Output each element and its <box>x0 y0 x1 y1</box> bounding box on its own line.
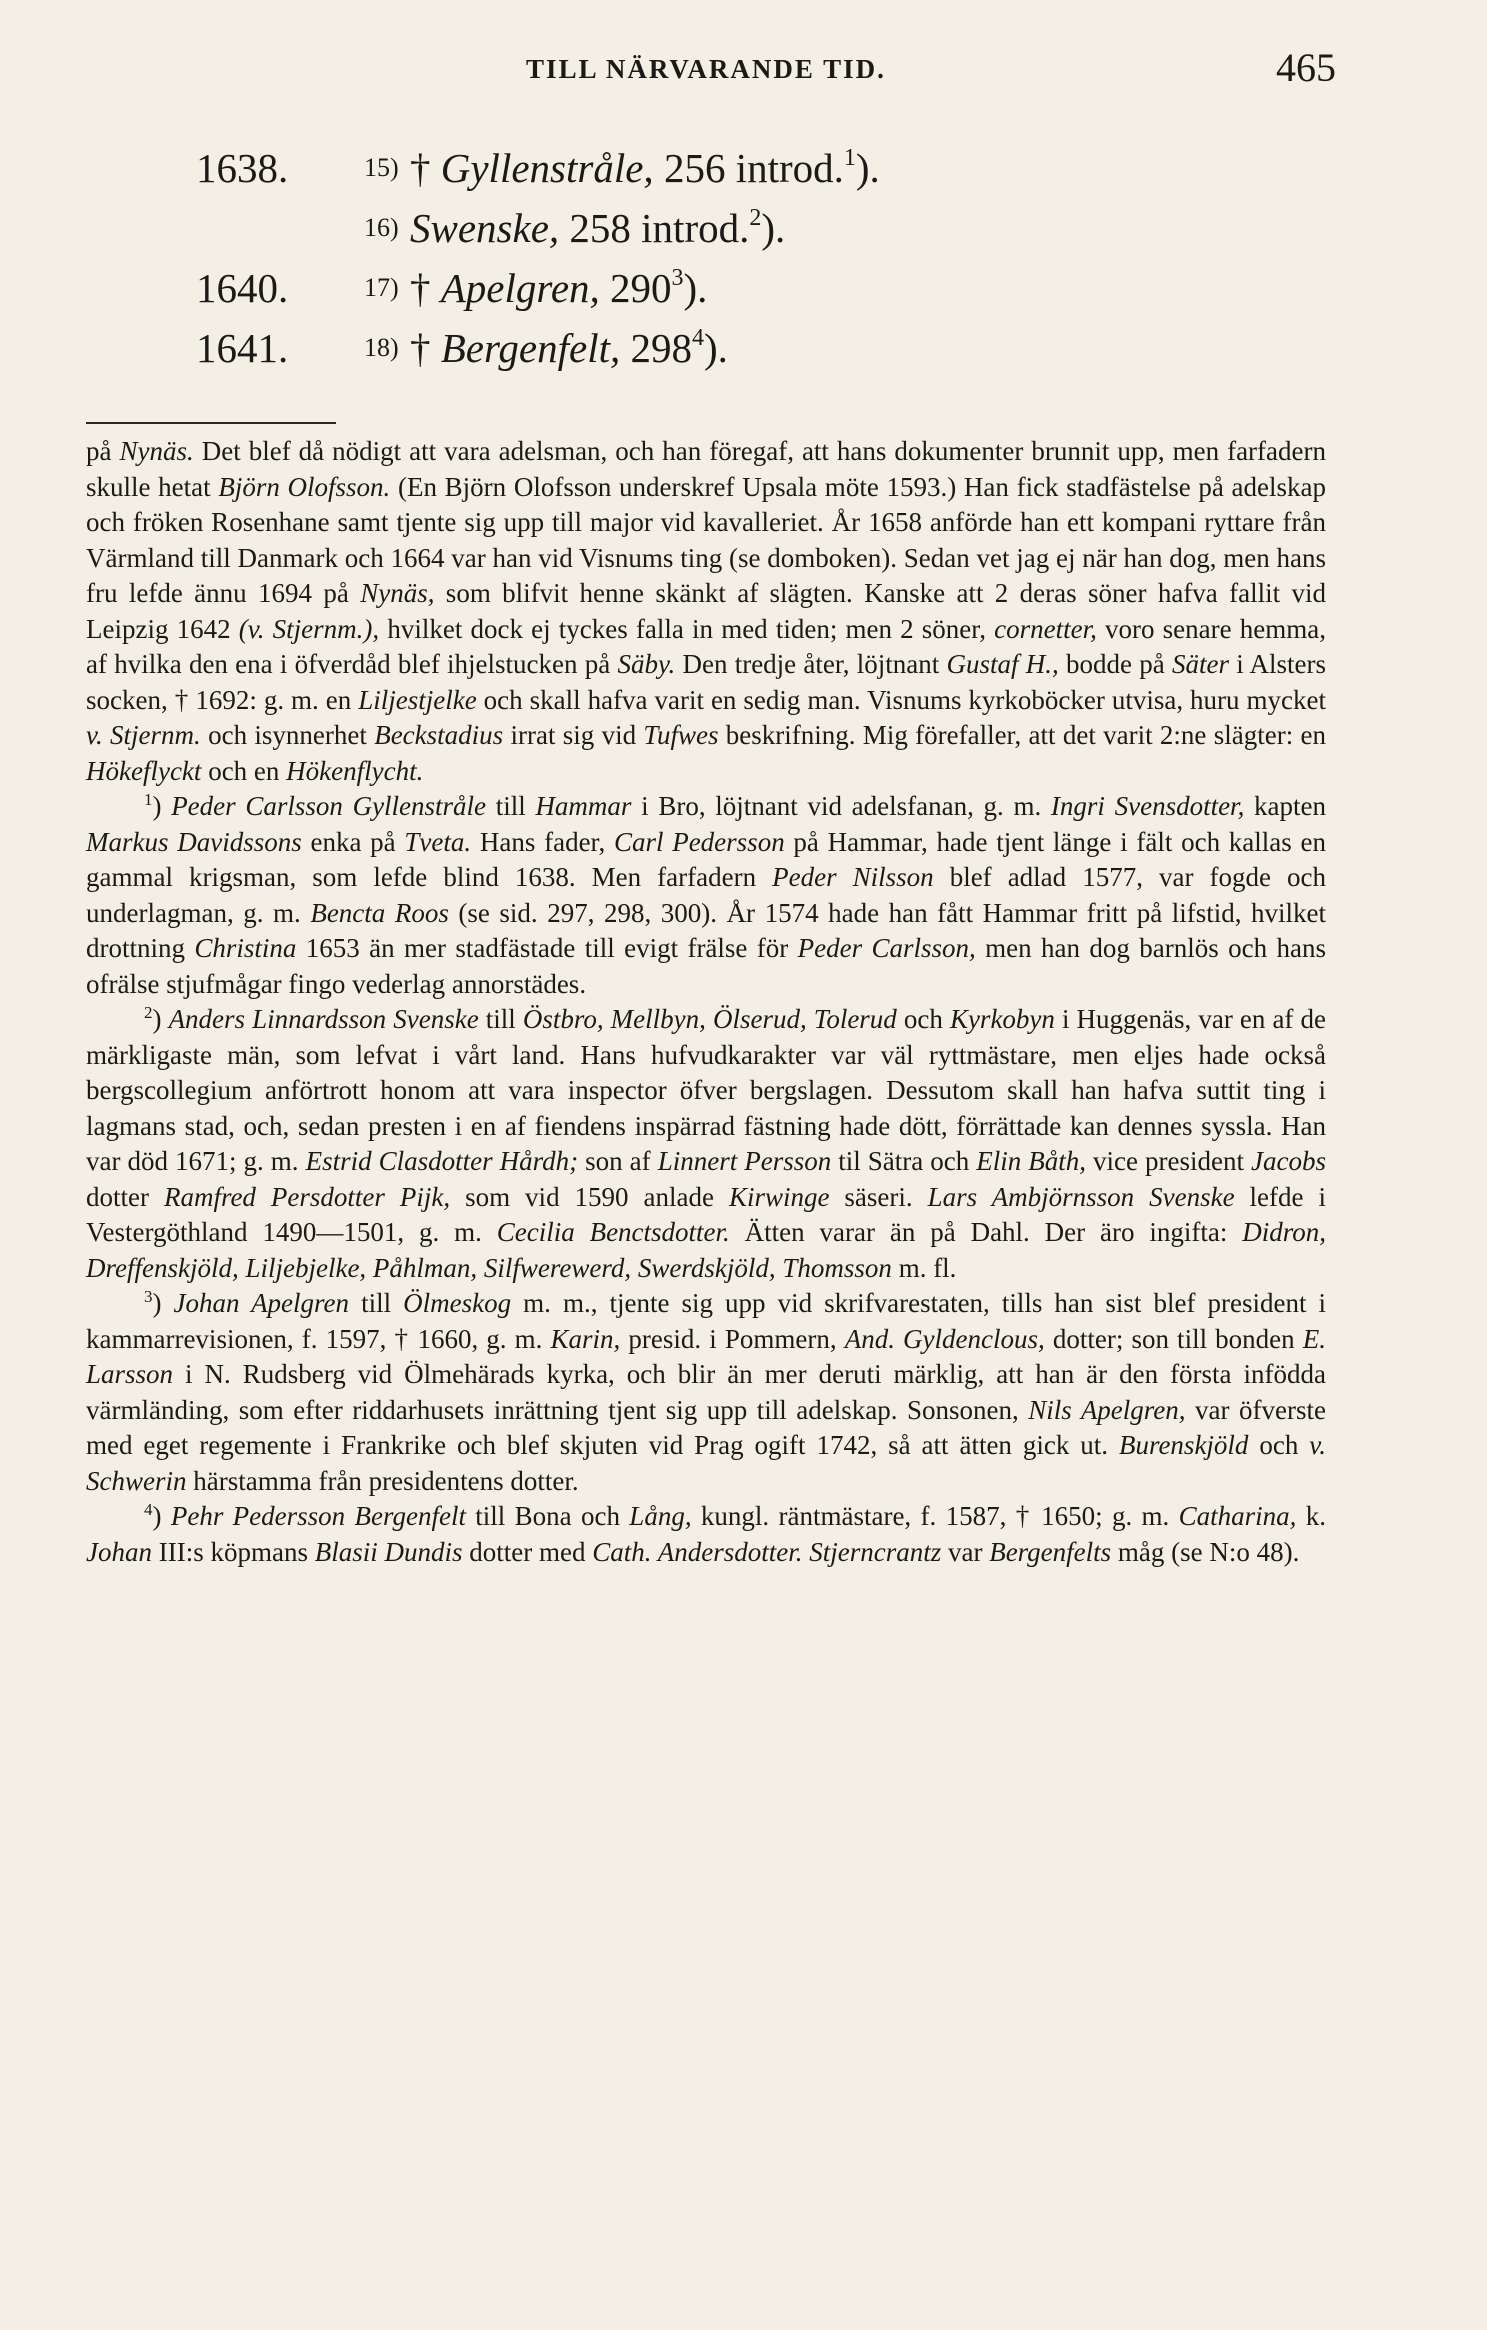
text-run: Hans fader, <box>471 826 614 857</box>
succession-entry <box>196 258 1196 318</box>
italic-name: Elin Båth, <box>976 1146 1087 1176</box>
italic-name: Björn Olofsson. <box>218 471 391 502</box>
italic-name: Peder Nilsson <box>772 862 934 892</box>
italic-name: Säby. <box>617 649 676 679</box>
italic-name: And. Gyldenclous, <box>844 1323 1045 1354</box>
italic-name: E. Larsson <box>86 1323 1327 1389</box>
italic-name: Östbro, Mellbyn, Ölserud, Tolerud <box>522 1004 897 1034</box>
italic-name: Karin, <box>550 1323 621 1354</box>
footnote-ref: 2 <box>749 205 762 231</box>
entry-end: ). <box>683 265 708 311</box>
body-paragraph <box>86 434 1326 789</box>
text-run: (En Björn Olofsson underskref Upsala möte 1593.) Han fick stadfästelse på adelskap och fröken Rosenhane samt tjente sig upp till major vid kavalleriet. År 1658 anförde han ett kompani ryttare från Värmland till Danmark och 1664 var han vid Visnums ting (se domboken). Sedan vet jag ej när han dog, men hans fru lefde ännu 1694 på <box>86 471 1326 608</box>
text-run: dotter <box>86 1181 164 1212</box>
italic-name: Anders Linnardsson Svenske <box>168 1004 479 1034</box>
footnote-ref: 1 <box>843 145 856 171</box>
entry-end: ). <box>704 325 728 371</box>
text-run: ) <box>152 1501 171 1531</box>
entry-end: ). <box>761 205 786 251</box>
introduction-number: 298 <box>630 325 692 371</box>
text-run: lefde i Vestergöthland 1490—1501, g. m. <box>86 1181 1326 1247</box>
text-run: måg (se N:o 48). <box>1111 1536 1300 1567</box>
text-run: och <box>1248 1430 1310 1460</box>
footnote-number: 3 <box>144 1287 153 1306</box>
italic-name: Tufwes <box>643 720 719 750</box>
text-run: och skall hafva varit en sedig man. Visnums kyrkoböcker utvisa, huru mycket <box>476 684 1326 715</box>
text-run: som blifvit henne skänkt af slägten. Kanske att 2 deras söner hafva fallit vid Leipzig 1642 <box>86 578 1326 644</box>
text-run: m. fl. <box>891 1252 957 1283</box>
text-run: dotter med <box>462 1536 593 1567</box>
italic-name: Ramfred Persdotter Pijk, <box>163 1181 451 1212</box>
entry-body <box>410 198 785 258</box>
italic-name: Johan Apelgren <box>173 1288 350 1318</box>
text-run: til Sätra och <box>831 1146 977 1176</box>
succession-list <box>196 138 1196 378</box>
text-run: och <box>896 1004 950 1034</box>
footnote-paragraph <box>86 1286 1326 1499</box>
italic-name: Bergenfelts <box>989 1536 1112 1567</box>
italic-name: Linnert Persson <box>657 1146 832 1176</box>
entry-year: 1638. <box>196 145 289 191</box>
introduction-number: 290 <box>610 265 672 311</box>
italic-name: Lars Ambjörnsson Svenske <box>927 1181 1235 1212</box>
text-run: Det blef då nödigt att vara adelsman, och han föregaf, att hans dokumenter brunnit upp, men farfadern skulle hetat <box>86 436 1326 502</box>
italic-name: (v. Stjernm.), <box>238 613 380 644</box>
text-run: irrat sig vid <box>503 720 644 750</box>
family-name: Swenske, <box>410 205 560 251</box>
text-run: ) <box>152 791 172 821</box>
italic-name: Bencta Roos <box>310 897 449 928</box>
footnote-ref: 3 <box>671 265 684 291</box>
introduction-number: 256 introd. <box>663 145 844 191</box>
footnote-number: 1 <box>144 790 153 809</box>
text-run: hvilket dock ej tyckes falla in med tiden; men 2 söner, <box>379 613 995 644</box>
italic-name: Blasii Dundis <box>314 1536 463 1567</box>
entry-year: 1640. <box>196 265 289 311</box>
family-name: Gyllenstråle, <box>440 145 654 191</box>
text-run: i Alsters socken, † 1692: g. m. en <box>86 649 1326 715</box>
text-run: bodde på <box>1058 649 1172 679</box>
footnote-paragraph <box>86 1002 1326 1286</box>
text-run: i Huggenäs, var en af de märkligaste män, som lefvat i vårt land. Hans hufvudkarakter var väl ryttmästare, men eljes hade också bergscollegium anförtrott honom att vara inspector öfver bergslagen. Dessutom skall han hafva suttit ting i lagmans stad, och, sedan presten i en af fiendens inspärrad fästning hade dött, förrättade kan dennes syssla. Han var död 1671; g. m. <box>86 1004 1326 1176</box>
text-run: kapten <box>1244 791 1326 821</box>
succession-entry <box>196 138 1196 198</box>
footnote-number: 4 <box>144 1500 153 1519</box>
italic-name: Beckstadius <box>374 720 504 750</box>
italic-name: Jacobs <box>1251 1146 1327 1176</box>
text-run: till <box>349 1288 404 1318</box>
family-name: Apelgren, <box>440 265 600 311</box>
text-run: ) <box>152 1288 174 1318</box>
italic-name: Estrid Clasdotter Hårdh; <box>305 1146 579 1176</box>
text-run: beskrifning. Mig förefaller, att det varit 2:ne slägter: en <box>718 720 1327 750</box>
italic-name: cornetter, <box>994 613 1097 644</box>
entry-number: 15) <box>364 153 399 182</box>
italic-name: Nynäs, <box>360 578 435 608</box>
text-run: m. m., tjente sig upp vid skrifvarestaten, tills han sist blef president i kammarrevisionen, f. 1597, † 1660, g. m. <box>86 1288 1326 1354</box>
italic-name: Carl Pedersson <box>613 826 785 857</box>
italic-name: v. Schwerin <box>86 1430 1327 1496</box>
text-run: k. <box>1296 1501 1327 1531</box>
italic-name: v. Stjernm. <box>86 720 201 750</box>
text-run: vice president <box>1086 1146 1252 1176</box>
text-run: presid. i Pommern, <box>620 1323 845 1354</box>
text-run: härstamma från presidentens dotter. <box>186 1465 579 1496</box>
text-run: i Bro, löjtnant vid adelsfanan, g. m. <box>631 791 1051 821</box>
entry-number: 16) <box>364 213 399 242</box>
italic-name: Johan <box>86 1536 152 1567</box>
italic-name: Tveta. <box>404 826 472 857</box>
text-run: på Hammar, hade tjent länge i fält och kallas en gammal krigsman, som lefde blind 1638. Men farfadern <box>86 826 1326 892</box>
entry-number: 18) <box>364 333 399 362</box>
text-run: kungl. räntmästare, f. 1587, † 1650; g. m. <box>691 1501 1179 1531</box>
italic-name: Catharina, <box>1178 1501 1297 1531</box>
italic-name: Cecilia Benctsdotter. <box>496 1217 730 1247</box>
family-name: Bergenfelt, <box>440 325 621 371</box>
succession-entry <box>196 318 1196 378</box>
footnote-ref: 4 <box>692 325 704 351</box>
text-run: till Bona och <box>465 1501 630 1531</box>
succession-entry <box>196 198 1196 258</box>
italic-name: Burenskjöld <box>1118 1430 1249 1460</box>
italic-name: Nynäs. <box>119 436 194 466</box>
text-run: som vid 1590 anlade <box>450 1181 729 1212</box>
entry-body <box>410 138 880 198</box>
italic-name: Pehr Pedersson Bergenfelt <box>170 1501 466 1531</box>
italic-name: Didron, Dreffenskjöld, Liljebjelke, Påhlman, Silfwerewerd, Swerdskjöld, Thomsson <box>86 1217 1326 1283</box>
dagger-mark: † <box>410 145 431 191</box>
italic-name: Gustaf H., <box>946 649 1059 679</box>
footnote-paragraph <box>86 789 1326 1002</box>
italic-name: Ingri Svensdotter, <box>1050 791 1245 821</box>
running-title: TILL NÄRVARANDE TID. <box>526 54 886 84</box>
footnote-text <box>86 434 1326 1570</box>
dagger-mark: † <box>410 265 431 311</box>
text-run: i N. Rudsberg vid Ölmehärads kyrka, och blir än mer deruti märklig, att han är den första infödda värmländing, som efter riddarhusets inrättning tjent sig upp till adelskap. Sonsonen, <box>86 1359 1326 1425</box>
footnote-number: 2 <box>144 1003 153 1022</box>
text-run: blef adlad 1577, var fogde och underlagman, g. m. <box>86 862 1326 928</box>
running-head <box>86 40 1336 100</box>
italic-name: Hökeflyckt <box>86 755 202 786</box>
entry-number: 17) <box>364 273 399 302</box>
text-run: till <box>486 791 536 821</box>
italic-name: Kirwinge <box>728 1181 830 1212</box>
text-run: men han dog barnlös och hans ofrälse stjufmågar fingo vederlag annorstädes. <box>86 933 1326 999</box>
entry-body <box>410 258 707 318</box>
text-run: och isynnerhet <box>200 720 375 750</box>
footnote-divider <box>86 422 336 424</box>
dagger-mark: † <box>410 325 431 371</box>
text-run: (se sid. 297, 298, 300). År 1574 hade han fått Hammar fritt på lifstid, hvilket drottning <box>86 897 1327 963</box>
text-run: 1653 än mer stadfästade till evigt frälse för <box>296 933 798 963</box>
text-run: på <box>86 436 120 466</box>
italic-name: Markus Davidssons <box>86 826 302 857</box>
text-run: var öfverste med eget regemente i Frankrike och blef skjuten vid Prag ogift 1742, så att ätten gick ut. <box>86 1394 1326 1460</box>
italic-name: Peder Carlsson Gyllenstråle <box>171 791 487 821</box>
introduction-number: 258 introd. <box>569 205 750 251</box>
italic-name: Ölmeskog <box>403 1288 512 1318</box>
italic-name: Peder Carlsson, <box>797 933 976 963</box>
page-number: 465 <box>1276 45 1336 90</box>
italic-name: Lång, <box>629 1501 692 1531</box>
text-run: ) <box>152 1004 169 1034</box>
text-run: Den tredje åter, löjtnant <box>675 649 947 679</box>
italic-name: Hammar <box>535 791 632 821</box>
entry-year: 1641. <box>196 325 289 371</box>
text-run: son af <box>578 1146 658 1176</box>
italic-name: Christina <box>194 933 297 963</box>
footnote-paragraph <box>86 1499 1326 1570</box>
italic-name: Säter <box>1172 649 1229 679</box>
text-run: till <box>478 1004 523 1034</box>
page <box>86 40 1336 1567</box>
text-run: III:s köpmans <box>151 1536 315 1567</box>
text-run: enka på <box>301 826 405 857</box>
text-run: var <box>941 1536 990 1567</box>
italic-name: Liljestjelke <box>358 684 477 715</box>
italic-name: Stjerncrantz <box>809 1536 942 1567</box>
text-run: och en <box>201 755 287 786</box>
italic-name: Hökenflycht. <box>286 755 424 786</box>
text-run: dotter; son till bonden <box>1044 1323 1303 1354</box>
text-run: voro senare hemma, af hvilka den ena i öfverdåd blef ihjelstucken på <box>86 613 1326 679</box>
text-run: Ätten varar än på Dahl. Der äro ingifta: <box>729 1217 1243 1247</box>
italic-name: Kyrkobyn <box>949 1004 1055 1034</box>
entry-end: ). <box>855 145 880 191</box>
italic-name: Nils Apelgren, <box>1028 1394 1186 1425</box>
entry-body <box>410 318 728 378</box>
text-run: säseri. <box>829 1181 928 1212</box>
italic-name: Cath. Andersdotter. <box>592 1536 803 1567</box>
